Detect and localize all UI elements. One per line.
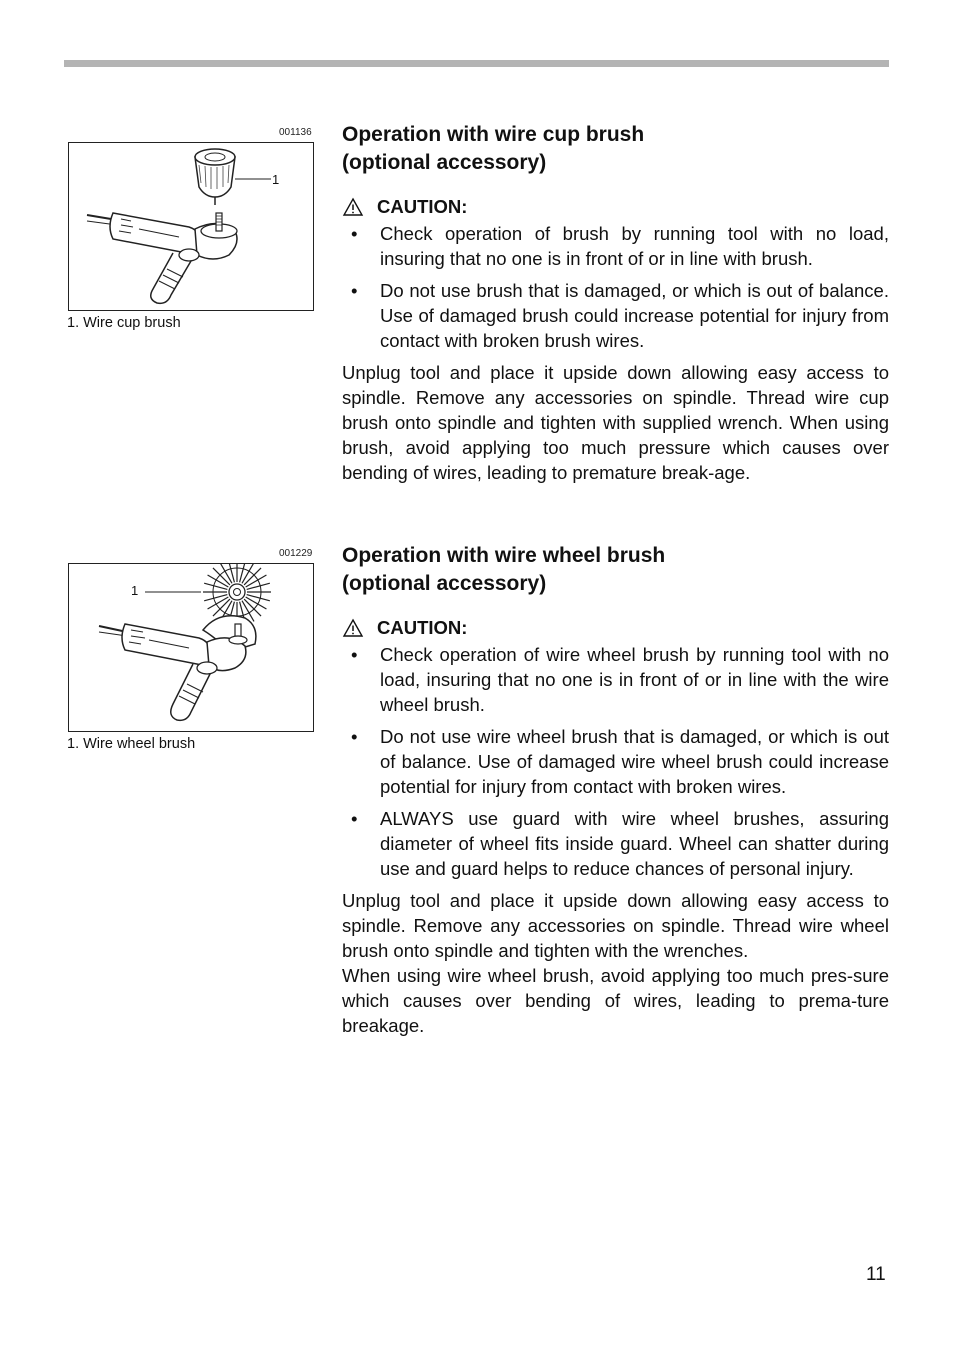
wire-wheel-brush-illustration bbox=[69, 564, 312, 730]
section-title bbox=[342, 121, 889, 177]
section-title-line1: Operation with wire wheel brush bbox=[342, 544, 666, 567]
caution-list bbox=[342, 221, 889, 353]
page-number: 11 bbox=[866, 1264, 886, 1285]
caution-list bbox=[342, 642, 889, 881]
list-item-text: Do not use brush that is damaged, or which is out of balance. Use of damaged brush could increase potential for injury from contact with broken brush wires. bbox=[380, 280, 889, 351]
section-title-line2: (optional accessory) bbox=[342, 572, 547, 595]
bullet-icon: • bbox=[351, 726, 358, 747]
caution-label: CAUTION: bbox=[377, 617, 468, 638]
figure-caption: 1. Wire wheel brush bbox=[67, 736, 196, 752]
list-item bbox=[342, 724, 889, 799]
figure-caption: 1. Wire cup brush bbox=[67, 315, 181, 331]
section-wire-cup-brush bbox=[342, 121, 889, 485]
caution-triangle-icon bbox=[342, 197, 364, 217]
wire-cup-brush-illustration bbox=[69, 143, 312, 309]
list-item bbox=[342, 806, 889, 881]
figure-callout-number: 1 bbox=[131, 583, 139, 598]
body-paragraph: Unplug tool and place it upside down allowing easy access to spindle. Remove any accessories on spindle. Thread wire wheel brush onto spindle and tighten with the wrenches. bbox=[342, 890, 889, 961]
top-rule bbox=[64, 60, 889, 67]
figure-code: 001136 bbox=[279, 127, 312, 138]
list-item-text: ALWAYS use guard with wire wheel brushes, assuring diameter of wheel fits inside guard. Wheel can shatter during use and guard helps to reduce chances of personal injury. bbox=[380, 808, 889, 879]
figure-wire-wheel-brush bbox=[68, 563, 314, 732]
caution-triangle-icon bbox=[342, 618, 364, 638]
figure-callout-number: 1 bbox=[272, 172, 280, 187]
bullet-icon: • bbox=[351, 223, 358, 244]
section-wire-wheel-brush bbox=[342, 542, 889, 1038]
body-paragraph: When using wire wheel brush, avoid applying too much pres-sure which causes over bending of wires, leading to prema-ture breakage. bbox=[342, 965, 889, 1036]
bullet-icon: • bbox=[351, 280, 358, 301]
caution-heading bbox=[342, 195, 889, 219]
figure-wire-cup-brush bbox=[68, 142, 314, 311]
list-item bbox=[342, 221, 889, 271]
caution-label: CAUTION: bbox=[377, 196, 468, 217]
list-item-text: Do not use wire wheel brush that is damaged, or which is out of balance. Use of damaged wire wheel brush could increase potential for injury from contact with broken wires. bbox=[380, 726, 889, 797]
bullet-icon: • bbox=[351, 644, 358, 665]
list-item-text: Check operation of wire wheel brush by running tool with no load, insuring that no one is in front of or in line with the wire wheel brush. bbox=[380, 644, 889, 715]
figure-code: 001229 bbox=[279, 548, 313, 559]
caution-heading bbox=[342, 616, 889, 640]
list-item bbox=[342, 278, 889, 353]
section-title bbox=[342, 542, 889, 598]
section-title-line2: (optional accessory) bbox=[342, 151, 547, 174]
list-item-text: Check operation of brush by running tool with no load, insuring that no one is in front of or in line with brush. bbox=[380, 223, 889, 269]
bullet-icon: • bbox=[351, 808, 358, 829]
list-item bbox=[342, 642, 889, 717]
body-paragraph: Unplug tool and place it upside down allowing easy access to spindle. Remove any accessories on spindle. Thread wire cup brush onto spindle and tighten with supplied wrench. When using brush, avoid applying too much pressure which causes over bending of wires, leading to premature break-age. bbox=[342, 362, 889, 483]
section-title-line1: Operation with wire cup brush bbox=[342, 123, 645, 146]
